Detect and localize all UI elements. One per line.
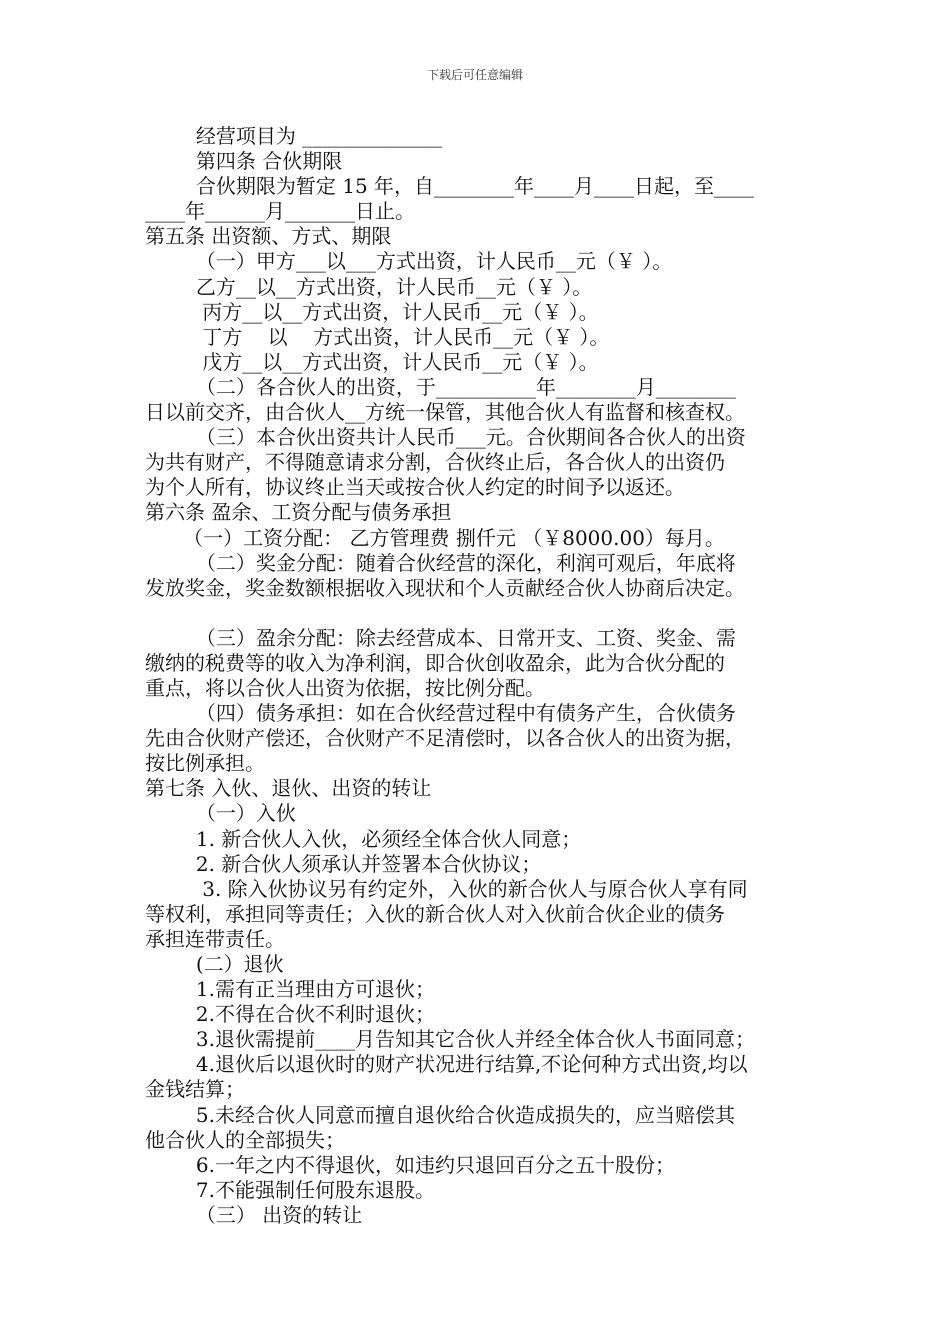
- text-line: 重点，将以合伙人出资为依据，按比例分配。: [145, 675, 545, 700]
- section-heading: (二）退伙: [145, 952, 284, 976]
- text-line: （一）甲方___以___方式出资，计人民币__元（￥ ）。: [145, 249, 673, 274]
- text-line: 经营项目为 ______________: [145, 124, 443, 148]
- text-line: （三）盈余分配：除去经营成本、日常开支、工资、奖金、需: [145, 625, 736, 650]
- article-heading: 第四条 合伙期限: [145, 149, 343, 174]
- text-line: 发放奖金，奖金数额根据收入现状和个人贡献经合伙人协商后决定。: [145, 575, 745, 600]
- text-line: 为共有财产，不得随意请求分割，合伙终止后，各合伙人的出资仍: [145, 450, 725, 475]
- text-line: （一）工资分配： 乙方管理费 捌仟元 （￥8000.00）每月。: [145, 525, 725, 550]
- text-line: 合伙期限为暂定 15 年，自________年____月____日起，至____: [145, 174, 755, 199]
- list-item: 5.未经合伙人同意而擅自退伙给合伙造成损失的，应当赔偿其: [145, 1102, 735, 1127]
- list-item: 7.不能强制任何股东退股。: [145, 1177, 435, 1202]
- text-line: 等权利，承担同等责任；入伙的新合伙人对入伙前合伙企业的债务: [145, 901, 725, 926]
- text-line: 为个人所有，协议终止当天或按合伙人约定的时间予以返还。: [145, 475, 685, 500]
- text-line: （二）奖金分配：随着合伙经营的深化，利润可观后，年底将: [145, 550, 736, 575]
- text-line: 丙方__以__方式出资，计人民币__元（￥ ）。: [145, 299, 599, 324]
- text-line: 丁方 以 方式出资，计人民币__元（￥ ）。: [145, 324, 610, 349]
- article-heading: 第五条 出资额、方式、期限: [145, 224, 392, 249]
- list-item: 4.退伙后以退伙时的财产状况进行结算,不论何种方式出资,均以: [145, 1052, 748, 1077]
- text-line: 戊方__以__方式出资，计人民币__元（￥ ）。: [145, 349, 599, 374]
- text-line: 乙方__以__方式出资，计人民币__元（￥ ）。: [145, 274, 593, 299]
- text-line: （三）本合伙出资共计人民币___元。合伙期间各合伙人的出资: [145, 425, 746, 450]
- article-heading: 第七条 入伙、退伙、出资的转让: [145, 776, 432, 801]
- list-item: 2. 新合伙人须承认并签署本合伙协议；: [145, 851, 542, 876]
- list-item: 1. 新合伙人入伙，必须经全体合伙人同意；: [145, 826, 582, 851]
- list-item: 1.需有正当理由方可退伙；: [145, 977, 435, 1002]
- text-line: 先由合伙财产偿还，合伙财产不足清偿时，以各合伙人的出资为据，: [145, 726, 745, 751]
- article-heading: 第六条 盈余、工资分配与债务承担: [145, 500, 452, 525]
- list-item: 2.不得在合伙不利时退伙；: [145, 1002, 435, 1027]
- text-line: 按比例承担。: [145, 751, 265, 776]
- text-line: 缴纳的税费等的收入为净利润，即合伙创收盈余，此为合伙分配的: [145, 650, 725, 675]
- list-item: 6.一年之内不得退伙，如违约只退回百分之五十股份；: [145, 1152, 675, 1177]
- list-item: 3. 除入伙协议另有约定外，入伙的新合伙人与原合伙人享有同: [145, 876, 748, 901]
- text-line: ____年______月_______日止。: [145, 199, 415, 224]
- text-line: 承担连带责任。: [145, 926, 285, 951]
- list-item: 3.退伙需提前____月告知其它合伙人并经全体合伙人书面同意；: [145, 1027, 755, 1052]
- text-line: （四）债务承担：如在合伙经营过程中有债务产生，合伙债务: [145, 701, 736, 726]
- section-heading: （一）入伙: [145, 801, 296, 826]
- text-line: 他合伙人的全部损失；: [145, 1127, 345, 1152]
- text-line: 日以前交齐，由合伙人__方统一保管，其他合伙人有监督和核查权。: [145, 400, 745, 425]
- text-line: 金钱结算；: [145, 1077, 245, 1102]
- text-line: （二）各合伙人的出资，于__________年________月________: [145, 374, 736, 399]
- section-heading: （三） 出资的转让: [145, 1202, 363, 1227]
- document-body: [145, 124, 825, 1228]
- page-header: 下载后可任意编辑: [426, 68, 523, 82]
